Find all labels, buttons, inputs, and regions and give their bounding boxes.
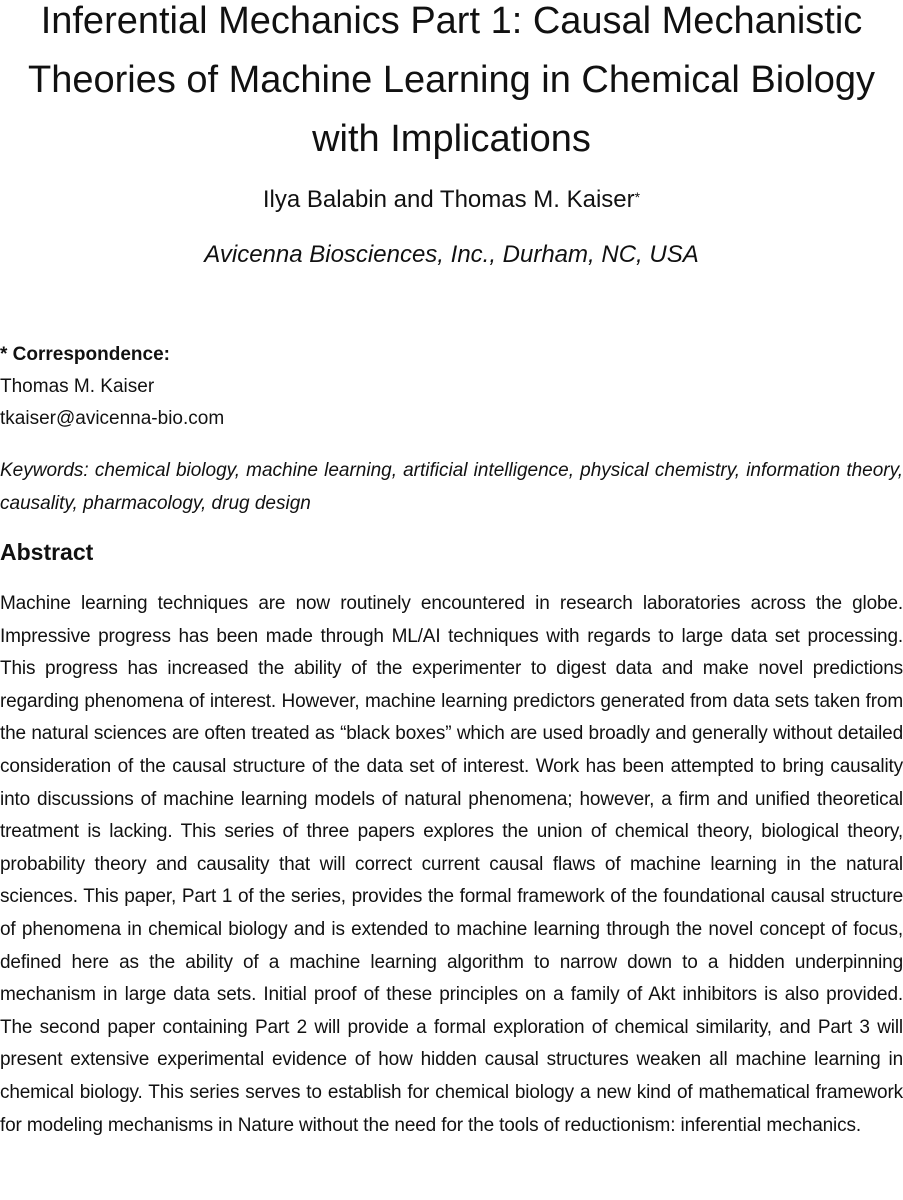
correspondence-name: Thomas M. Kaiser: [0, 376, 155, 397]
author-affiliation: Avicenna Biosciences, Inc., Durham, NC, USA: [204, 241, 699, 268]
author-line: [0, 183, 903, 219]
author-names: Ilya Balabin and Thomas M. Kaiser: [262, 186, 635, 213]
correspondence-label: * Correspondence:: [0, 344, 170, 365]
abstract-body: Machine learning techniques are now routinely encountered in research laboratories across the globe. Impressive progress has been made through ML/AI techniques with regards to large data set processing. This progress has increased the ability of the experimenter to digest data and make novel predictions regarding phenomena of interest. However, machine learning predictors generated from data sets taken from the natural sciences are often treated as “black boxes” which are used broadly and generally without detailed consideration of the causal structure of the data set of interest. Work has been attempted to bring causality into discussions of machine learning models of natural phenomena; however, a firm and unified theoretical treatment is lacking. This series of three papers explores the union of chemical theory, biological theory, probability theory and causality that will correct current causal flaws of machine learning in the natural sciences. This paper, Part 1 of the series, provides the formal framework of the foundational causal structure of phenomena in chemical biology and is extended to machine learning through the novel concept of focus, defined here as the ability of a machine learning algorithm to narrow down to a hidden underpinning mechanism in large data sets. Initial proof of these principles on a family of Akt inhibitors is also provided. The second paper containing Part 2 will provide a formal exploration of chemical similarity, and Part 3 will present extensive experimental evidence of how hidden causal structures weaken all machine learning in chemical biology. This series serves to establish for chemical biology a new kind of mathematical framework for modeling mechanisms in Nature without the need for the tools of reductionism: inferential mechanics.: [0, 593, 903, 1136]
abstract-heading: Abstract: [0, 539, 94, 565]
paper-title: Inferential Mechanics Part 1: Causal Mechanistic Theories of Machine Learning in Chemical Biology with Implications: [27, 0, 875, 160]
keywords: Keywords: chemical biology, machine learning, artificial intelligence, physical chemistry, information theory, causality, pharmacology, drug design: [0, 460, 903, 514]
correspondence-email: tkaiser@avicenna-bio.com: [0, 408, 225, 429]
correspondence-mark: *: [634, 189, 641, 205]
